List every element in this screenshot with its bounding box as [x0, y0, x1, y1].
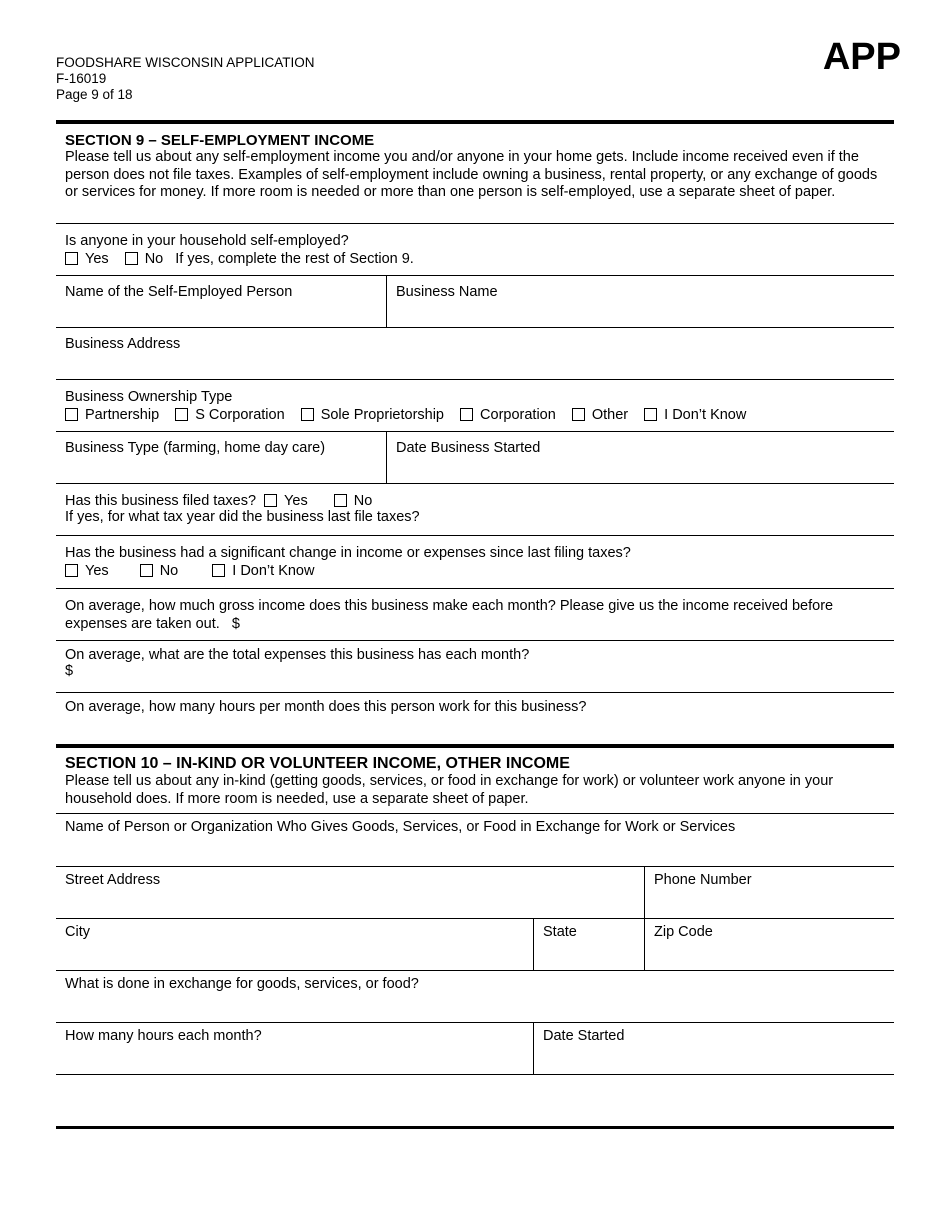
date-started-label: Date Started — [543, 1028, 625, 1044]
change-yes-checkbox[interactable] — [65, 564, 78, 577]
ownership-option-label: Other — [591, 407, 629, 423]
zip-code-field[interactable] — [645, 919, 894, 970]
app-badge: APP — [822, 36, 901, 78]
dont-know-label: I Don’t Know — [232, 563, 315, 579]
business-type-field[interactable] — [56, 432, 387, 483]
phone-number-field[interactable] — [645, 867, 894, 918]
ownership-s-corp-checkbox[interactable] — [175, 408, 188, 421]
section10-title: SECTION 10 – IN-KIND OR VOLUNTEER INCOME, OTHER INCOME — [65, 755, 570, 772]
business-type-label: Business Type (farming, home day care) — [65, 440, 326, 456]
ownership-option-label: Sole Proprietorship — [320, 407, 445, 423]
state-field[interactable] — [534, 919, 645, 970]
hours-question: On average, how many hours per month does this person work for this business? — [65, 699, 587, 715]
ownership-option-label: Partnership — [85, 407, 160, 423]
exchange-field[interactable] — [56, 971, 894, 1023]
ownership-type-row — [56, 380, 894, 432]
yes-label: Yes — [85, 251, 109, 267]
city-label: City — [65, 924, 90, 940]
no-label: No — [144, 251, 164, 267]
city-state-zip-row — [56, 919, 894, 971]
state-label: State — [543, 924, 577, 940]
filed-taxes-question: Has this business filed taxes? — [65, 493, 257, 509]
significant-change-row — [56, 536, 894, 589]
date-business-started-label: Date Business Started — [396, 440, 541, 456]
ownership-sole-prop-checkbox[interactable] — [301, 408, 314, 421]
business-name-label: Business Name — [396, 284, 498, 300]
zip-code-label: Zip Code — [654, 924, 713, 940]
ownership-option-label: Corporation — [480, 407, 556, 423]
yes-label: Yes — [284, 493, 308, 509]
page-number: Page 9 of 18 — [56, 87, 133, 102]
self-employed-no-checkbox[interactable] — [125, 252, 138, 265]
section9-title: SECTION 9 – SELF-EMPLOYMENT INCOME — [65, 132, 375, 149]
city-field[interactable] — [56, 919, 534, 970]
dollar-sign: $ — [231, 615, 240, 632]
date-business-started-field[interactable] — [387, 432, 894, 483]
business-address-field[interactable] — [56, 328, 894, 380]
date-started-field[interactable] — [534, 1023, 894, 1074]
self-employed-question: Is anyone in your household self-employed? — [65, 233, 349, 249]
section9-header — [56, 120, 894, 224]
section10-intro: Please tell us about any in-kind (getting goods, services, or food in exchange for work) or volunteer work anyone in your household does. If more room is needed, use a separate sheet of paper. — [65, 773, 834, 807]
form-number: F-16019 — [56, 71, 107, 86]
ownership-type-label: Business Ownership Type — [65, 389, 233, 405]
phone-number-label: Phone Number — [654, 872, 752, 888]
change-dont-know-checkbox[interactable] — [212, 564, 225, 577]
no-label: No — [353, 493, 373, 509]
change-no-checkbox[interactable] — [140, 564, 153, 577]
filed-taxes-yes-checkbox[interactable] — [264, 494, 277, 507]
ownership-options — [65, 407, 885, 423]
ownership-dont-know-checkbox[interactable] — [644, 408, 657, 421]
ownership-option-label: I Don’t Know — [664, 407, 747, 423]
yes-label: Yes — [85, 563, 109, 579]
hours-row[interactable] — [56, 693, 894, 744]
self-employed-name-label: Name of the Self-Employed Person — [65, 284, 293, 300]
org-name-label: Name of Person or Organization Who Gives Goods, Services, or Food in Exchange for Work or Services — [65, 819, 736, 835]
section9-intro: Please tell us about any self-employment income you and/or anyone in your home gets. Include income received even if the person does not file taxes. Examples of self-employment include owning a business, rental property, or any exchange of goods or services for money. If more room is needed or more than one person is self-employed, use a separate sheet of paper. — [65, 149, 878, 200]
business-address-label: Business Address — [65, 336, 181, 352]
significant-change-question: Has the business had a significant change in income or expenses since last filing taxes? — [65, 545, 631, 561]
filed-taxes-no-checkbox[interactable] — [334, 494, 347, 507]
no-label: No — [159, 563, 179, 579]
self-employed-name-field[interactable] — [56, 276, 387, 327]
person-business-row — [56, 276, 894, 328]
street-address-field[interactable] — [56, 867, 645, 918]
form-name: FOODSHARE WISCONSIN APPLICATION — [56, 55, 315, 70]
dollar-sign: $ — [65, 663, 74, 679]
gross-income-question: On average, how much gross income does this business make each month? Please give us the income received before expenses are taken out. — [65, 598, 834, 632]
street-address-label: Street Address — [65, 872, 161, 888]
hours-each-month-label: How many hours each month? — [65, 1028, 262, 1044]
exchange-question: What is done in exchange for goods, services, or food? — [65, 976, 419, 992]
hours-each-month-field[interactable] — [56, 1023, 534, 1074]
expenses-row[interactable] — [56, 641, 894, 693]
tax-year-question: If yes, for what tax year did the business last file taxes? — [65, 509, 420, 525]
form-header — [56, 55, 315, 103]
form-body — [56, 120, 894, 1075]
ownership-option-label: S Corporation — [195, 407, 285, 423]
self-employed-note: If yes, complete the rest of Section 9. — [175, 251, 414, 267]
business-name-field[interactable] — [387, 276, 894, 327]
ownership-other-checkbox[interactable] — [572, 408, 585, 421]
street-phone-row — [56, 867, 894, 919]
gross-income-row[interactable] — [56, 589, 894, 641]
self-employed-yes-checkbox[interactable] — [65, 252, 78, 265]
expenses-question: On average, what are the total expenses this business has each month? — [65, 647, 530, 663]
self-employed-question-row — [56, 224, 894, 276]
filed-taxes-row — [56, 484, 894, 536]
section10-header — [56, 744, 894, 814]
bottom-rule — [56, 1126, 894, 1129]
ownership-corporation-checkbox[interactable] — [460, 408, 473, 421]
hours-date-row — [56, 1023, 894, 1075]
ownership-partnership-checkbox[interactable] — [65, 408, 78, 421]
org-name-field[interactable] — [56, 814, 894, 867]
business-type-row — [56, 432, 894, 484]
